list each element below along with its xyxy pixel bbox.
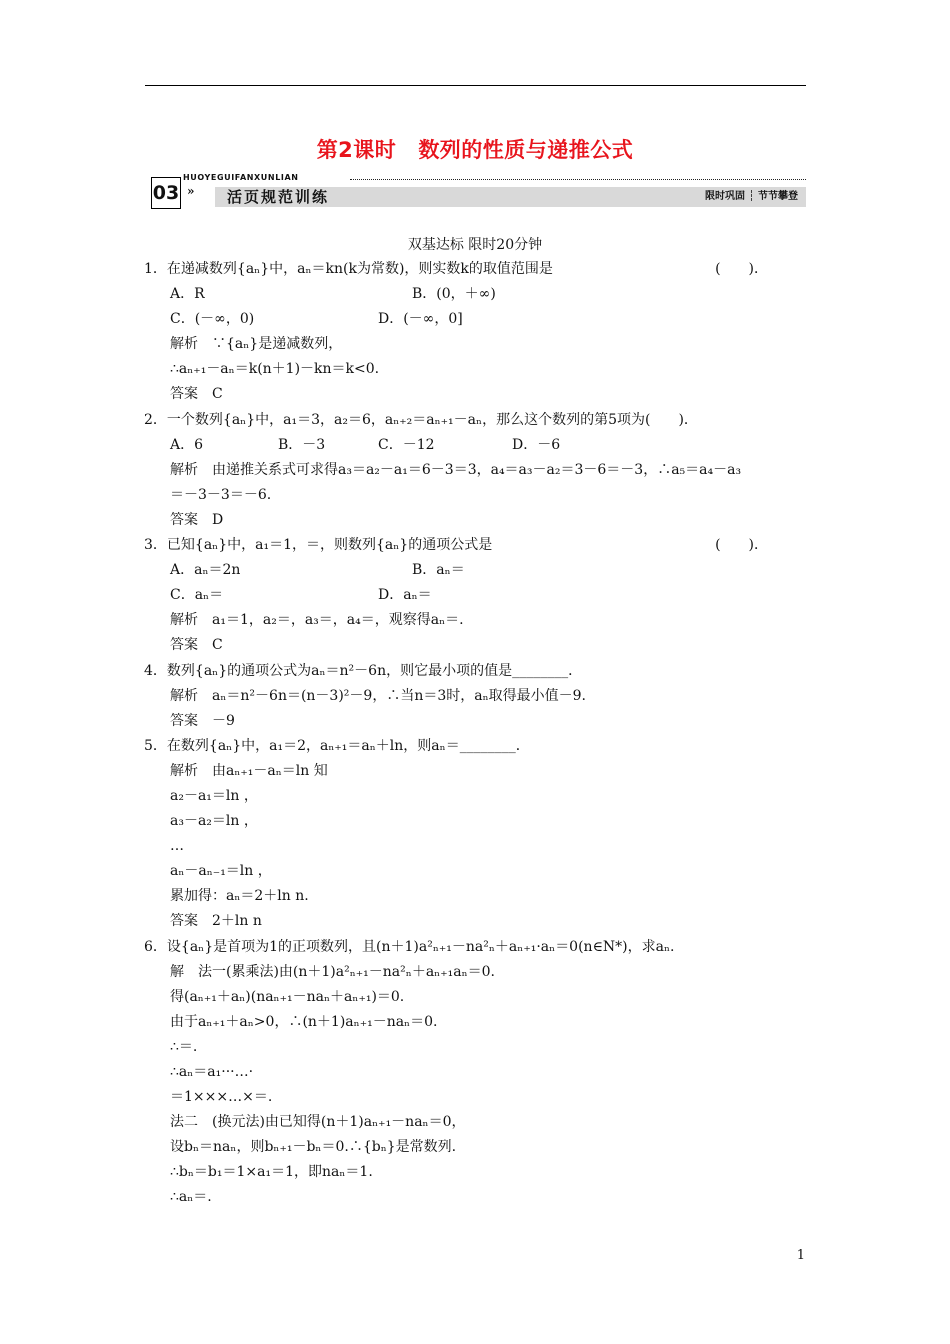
problem-6-line-10: ∴aₙ＝.	[170, 1189, 212, 1206]
problem-3-analysis: 解析 a₁＝1，a₂＝，a₃＝，a₄＝，观察得aₙ＝.	[170, 612, 464, 629]
problem-6-line-6: ＝1×××…×＝.	[170, 1089, 273, 1106]
problem-4-stem: 4．数列{aₙ}的通项公式为aₙ＝n²－6n，则它最小项的值是________．	[144, 662, 583, 679]
option-a: A．aₙ＝2n	[170, 562, 241, 579]
problem-4-analysis: 解析 aₙ＝n²－6n＝(n－3)²－9，∴当n＝3时，aₙ取得最小值－9.	[170, 687, 587, 704]
problem-1-answer: 答案 C	[170, 386, 223, 403]
option-c: C．－12	[378, 436, 435, 453]
problem-6-line-7: 法二 (换元法)由已知得(n＋1)aₙ₊₁－naₙ＝0，	[170, 1114, 466, 1131]
option-b: B．aₙ＝	[412, 562, 465, 579]
problem-3-options-row2	[144, 583, 814, 608]
problem-1-options-row1	[144, 282, 814, 307]
problem-5-analysis: 解析 由aₙ₊₁－aₙ＝ln 知	[170, 762, 328, 779]
problem-2-answer: 答案 D	[170, 511, 224, 528]
problem-5-answer: 答案 2＋ln n	[170, 913, 262, 930]
section-banner	[145, 171, 806, 211]
answer-bracket: ( )．	[715, 537, 768, 554]
answer-bracket: ( )．	[715, 261, 768, 277]
problem-stem-text: 1．在递减数列{aₙ}中，aₙ＝kn(k为常数)，则实数k的取值范围是	[144, 261, 553, 277]
title-topic: 数列的性质与递推公式	[418, 138, 634, 162]
problem-5-step-n: aₙ－aₙ₋₁＝ln ，	[170, 863, 272, 880]
section-tagline: 限时巩固 ┆ 节节攀登	[705, 191, 798, 202]
problem-stem-text: 3．已知{aₙ}中，a₁＝1，＝，则数列{aₙ}的通项公式是	[144, 537, 493, 554]
option-c: C．aₙ＝	[170, 587, 224, 604]
problem-3-answer: 答案 C	[170, 637, 223, 654]
problem-2-stem: 2．一个数列{aₙ}中，a₁＝3，a₂＝6，aₙ₊₂＝aₙ₊₁－aₙ，那么这个数列的第5项为( )．	[144, 411, 698, 428]
subheading: 双基达标 限时20分钟	[407, 237, 543, 253]
problem-6-line-9: ∴bₙ＝b₁＝1×a₁＝1，即naₙ＝1.	[170, 1164, 373, 1181]
problem-6-line-8: 设bₙ＝naₙ，则bₙ₊₁－bₙ＝0.∴{bₙ}是常数列.	[170, 1139, 457, 1156]
problem-1-derivation: ∴aₙ₊₁－aₙ＝k(n＋1)－kn＝k<0.	[170, 361, 380, 378]
problem-6-line-5: ∴aₙ＝a₁···…·	[170, 1064, 254, 1080]
problem-6-line-1: 解 法一(累乘法)由(n＋1)a²ₙ₊₁－na²ₙ＋aₙ₊₁aₙ＝0.	[170, 963, 495, 980]
problem-5-ellipsis: …	[170, 838, 184, 855]
option-b: B．－3	[278, 436, 326, 453]
problem-1-analysis: 解析 ∵{aₙ}是递减数列，	[170, 336, 343, 353]
title-lesson: 第2课时	[316, 138, 397, 162]
problem-1-stem	[144, 257, 814, 282]
banner-dotted-line	[350, 179, 806, 180]
page-number: 1	[796, 1248, 805, 1263]
problem-6-line-3: 由于aₙ₊₁＋aₙ>0，∴(n＋1)aₙ₊₁－naₙ＝0.	[170, 1013, 438, 1030]
problem-list	[144, 257, 814, 1211]
problem-4-answer: 答案 －9	[170, 712, 235, 729]
problem-6-line-2: 得(aₙ₊₁＋aₙ)(naₙ₊₁－naₙ＋aₙ₊₁)＝0.	[170, 988, 405, 1005]
problem-1-options-row2	[144, 307, 814, 332]
option-d: D．－6	[512, 436, 561, 453]
chevron-icon: »	[187, 184, 195, 198]
problem-5-sum: 累加得：aₙ＝2＋ln n.	[170, 888, 309, 905]
option-c: C．(－∞，0)	[170, 311, 255, 328]
problem-5-stem: 5．在数列{aₙ}中，a₁＝2，aₙ₊₁＝aₙ＋ln，则aₙ＝________．	[144, 737, 530, 754]
problem-5-step-1: a₂－a₁＝ln ，	[170, 787, 258, 804]
problem-6-line-4: ∴＝.	[170, 1038, 198, 1055]
option-b: B．(0，＋∞)	[412, 286, 496, 303]
problem-5-step-2: a₃－a₂＝ln ，	[170, 813, 258, 830]
banner-pinyin: HUOYEGUIFANXUNLIAN	[183, 173, 299, 182]
option-d: D．aₙ＝	[378, 587, 432, 604]
option-a: A．6	[170, 436, 204, 453]
page-title	[0, 134, 950, 164]
problem-2-options	[144, 433, 814, 458]
top-rule	[145, 85, 806, 86]
problem-3-options-row1	[144, 558, 814, 583]
option-a: A．R	[170, 286, 205, 303]
section-title: 活页规范训练	[227, 188, 330, 206]
section-number: 03	[151, 177, 181, 209]
problem-6-stem: 6．设{aₙ}是首项为1的正项数列，且(n＋1)a²ₙ₊₁－na²ₙ＋aₙ₊₁·aₙ＝0(n∈N*)，求aₙ.	[144, 938, 675, 955]
option-d: D．(－∞，0]	[378, 311, 463, 328]
problem-3-stem	[144, 533, 814, 558]
problem-2-analysis: 解析 由递推关系式可求得a₃＝a₂－a₁＝6－3＝3，a₄＝a₃－a₂＝3－6＝－3，∴a₅＝a₄－a₃	[170, 461, 742, 478]
problem-2-analysis-cont: ＝－3－3＝－6.	[170, 486, 272, 503]
